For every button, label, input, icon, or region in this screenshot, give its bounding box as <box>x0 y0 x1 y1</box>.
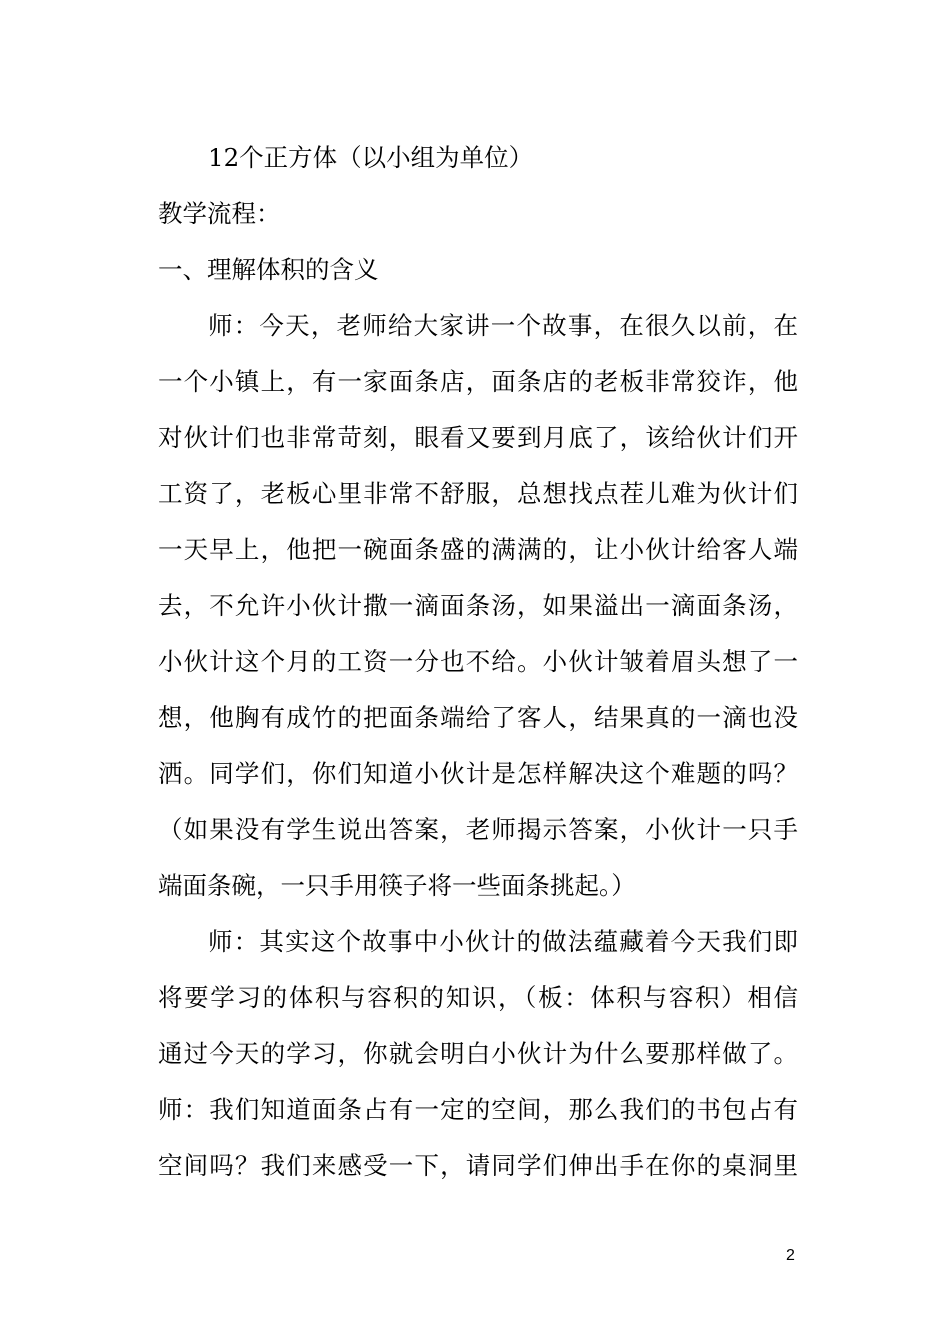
paragraph-line: 去，不允许小伙计撒一滴面条汤，如果溢出一滴面条汤， <box>158 591 798 620</box>
section-heading-part-one: 一、理解体积的含义 <box>158 255 379 284</box>
paragraph-line: 通过今天的学习，你就会明白小伙计为什么要那样做了。 <box>158 1039 798 1068</box>
paragraph-line: 对伙计们也非常苛刻，眼看又要到月底了，该给伙计们开 <box>158 423 798 452</box>
materials-line: 12个正方体（以小组为单位） <box>208 143 534 172</box>
paragraph-line: 一个小镇上，有一家面条店，面条店的老板非常狡诈，他 <box>158 367 798 396</box>
paragraph-line: 师：我们知道面条占有一定的空间，那么我们的书包占有 <box>158 1095 798 1124</box>
section-heading-teaching-process: 教学流程： <box>158 199 281 228</box>
paragraph-line: 师：其实这个故事中小伙计的做法蕴藏着今天我们即 <box>208 927 798 956</box>
paragraph-line: 想，他胸有成竹的把面条端给了客人，结果真的一滴也没 <box>158 703 798 732</box>
paragraph-line: 将要学习的体积与容积的知识，（板：体积与容积）相信 <box>158 983 798 1012</box>
paragraph-line: 端面条碗，一只手用筷子将一些面条挑起。） <box>158 871 636 900</box>
paragraph-line: 洒。同学们，你们知道小伙计是怎样解决这个难题的吗？ <box>158 759 798 788</box>
page-number: 2 <box>786 1247 795 1264</box>
paragraph-line: 空间吗？我们来感受一下，请同学们伸出手在你的桌洞里 <box>158 1151 798 1180</box>
paragraph-line: 师：今天，老师给大家讲一个故事，在很久以前，在 <box>208 311 798 340</box>
paragraph-line: （如果没有学生说出答案，老师揭示答案，小伙计一只手 <box>158 815 798 844</box>
paragraph-line: 一天早上，他把一碗面条盛的满满的，让小伙计给客人端 <box>158 535 798 564</box>
paragraph-line: 工资了，老板心里非常不舒服，总想找点茬儿难为伙计们 <box>158 479 798 508</box>
paragraph-line: 小伙计这个月的工资一分也不给。小伙计皱着眉头想了一 <box>158 647 798 676</box>
